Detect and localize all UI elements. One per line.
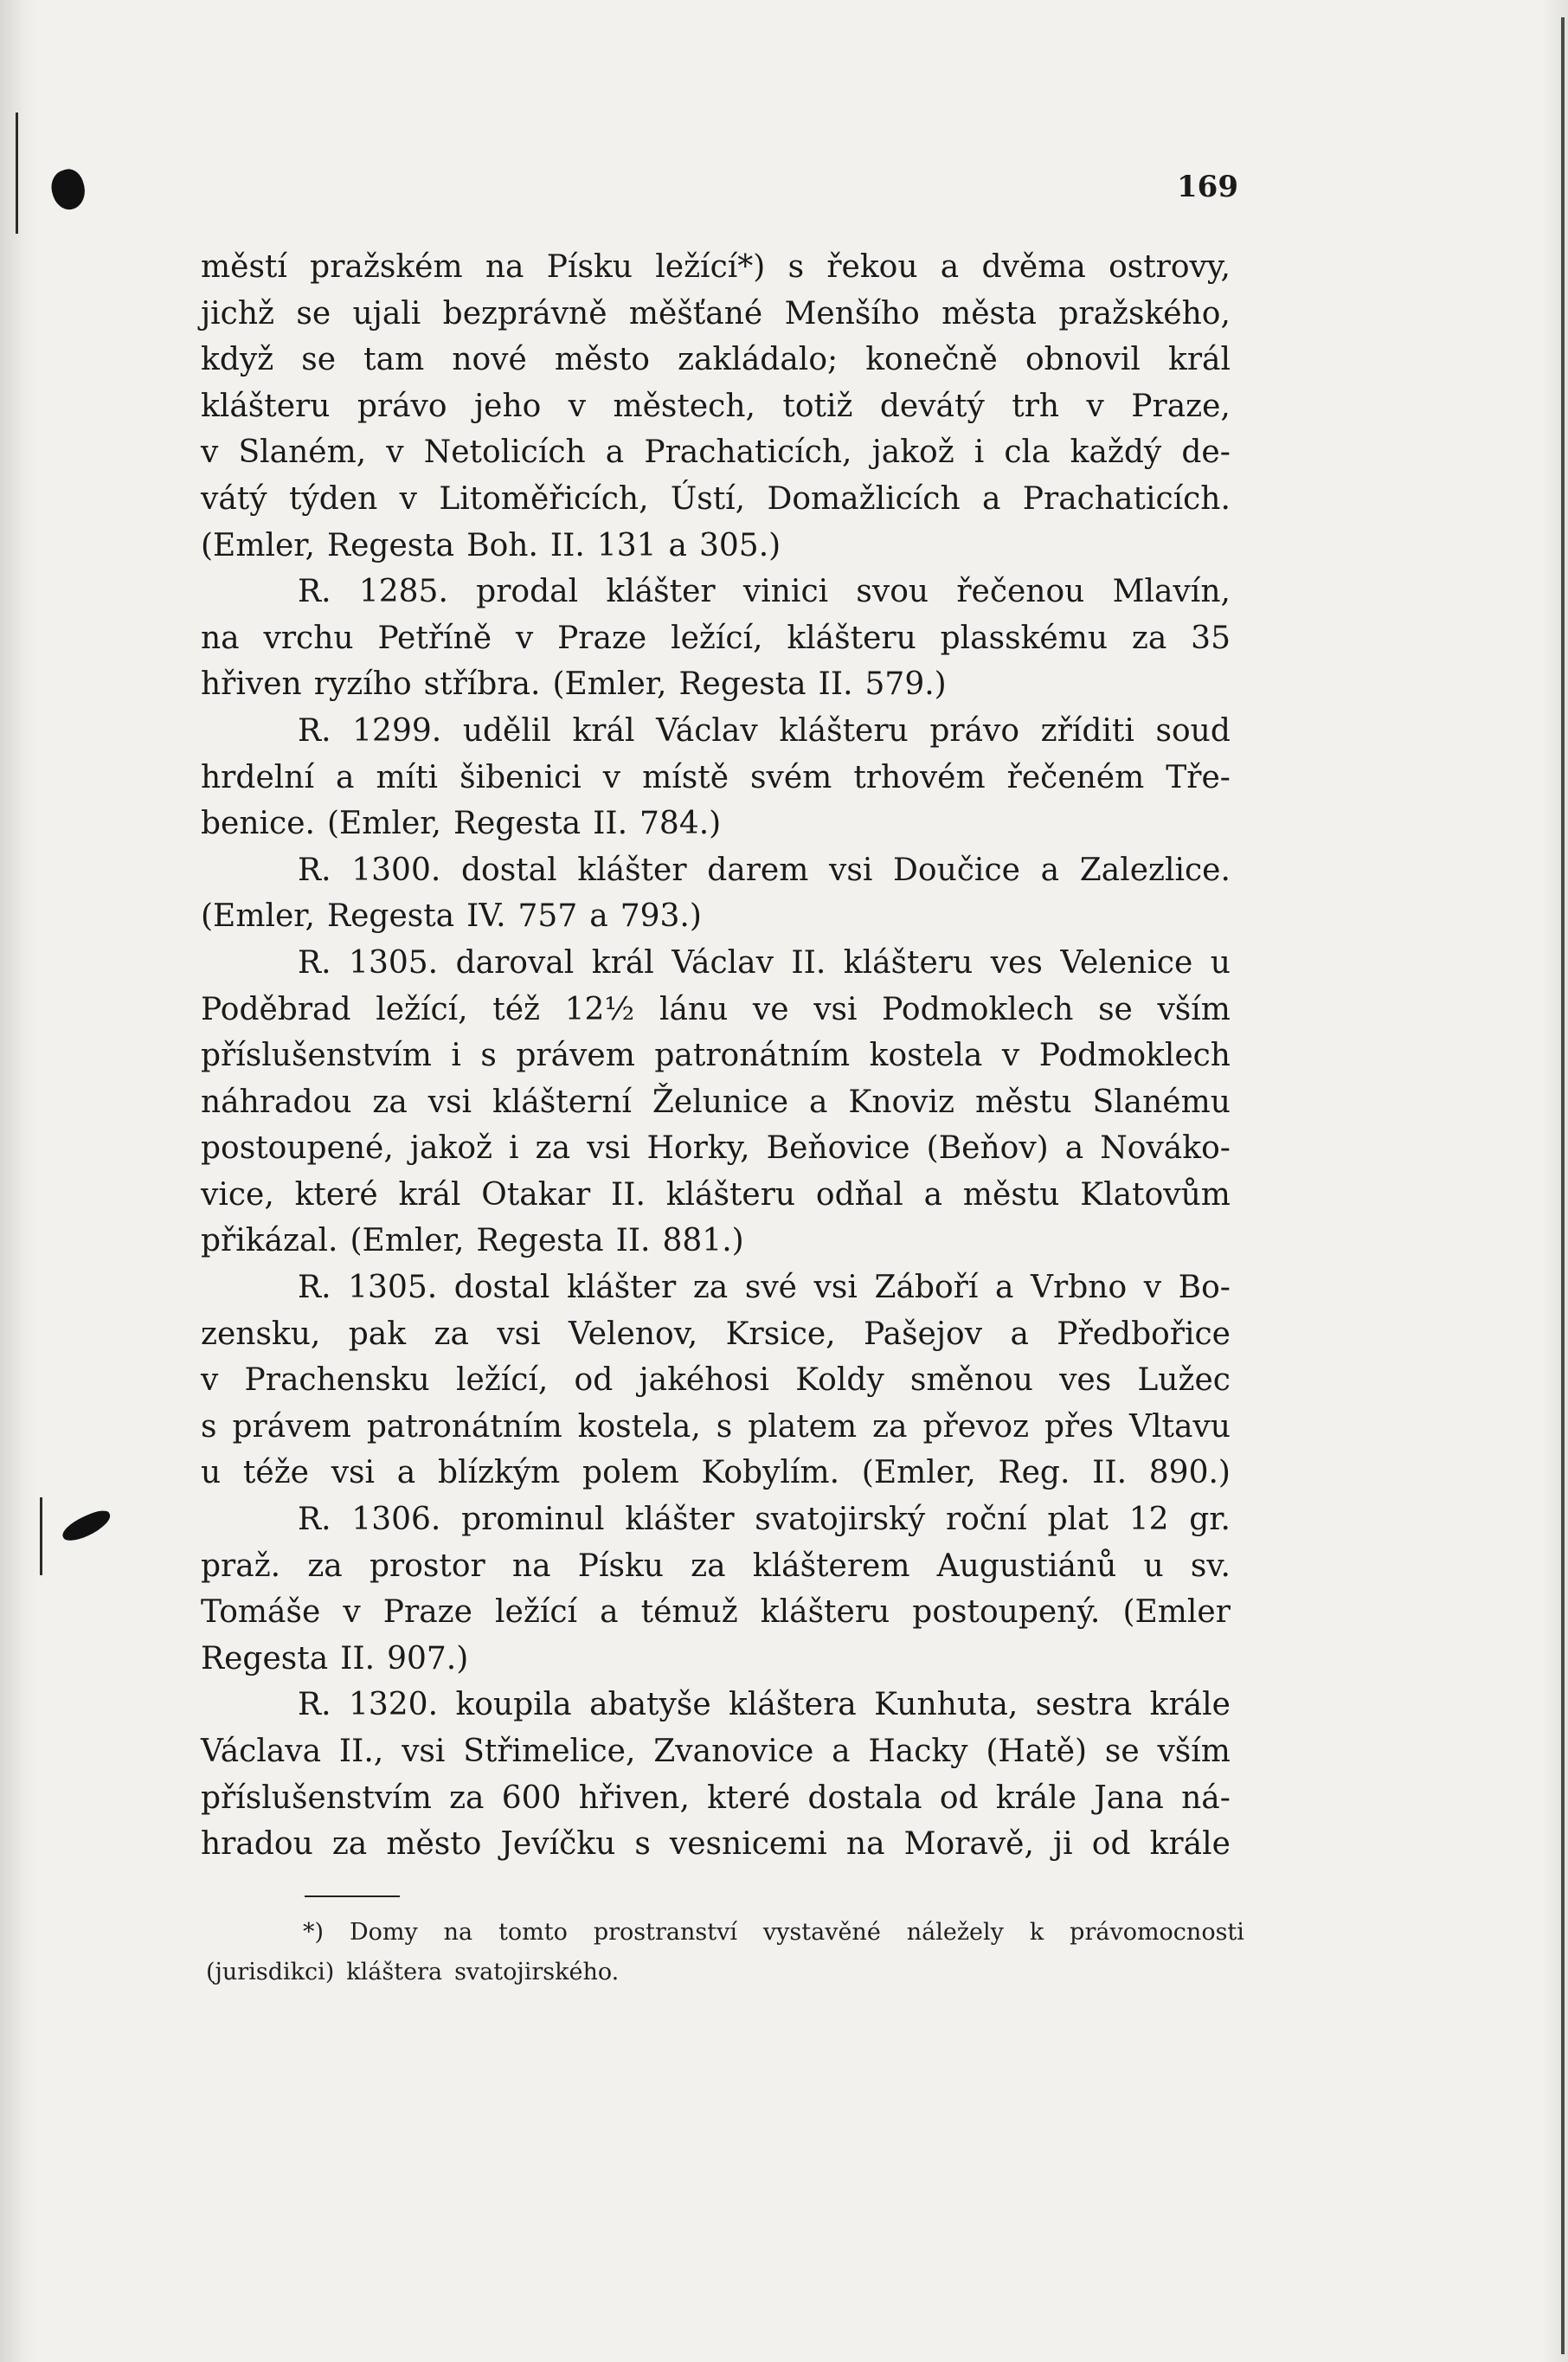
text-line: u téže vsi a blízkým polem Kobylím. (Emler, Reg. II. 890.) xyxy=(201,1455,1231,1491)
text-line: zensku, pak za vsi Velenov, Krsice, Pašejov a Předbořice xyxy=(201,1316,1231,1352)
text-line: Václava II., vsi Střimelice, Zvanovice a Hacky (Hatě) se vším xyxy=(201,1734,1231,1769)
ink-blot xyxy=(46,165,90,214)
text-line: (Emler, Regesta IV. 757 a 793.) xyxy=(201,898,702,935)
text-line: R. 1320. koupila abatyše kláštera Kunhuta, sestra krále xyxy=(298,1687,1231,1723)
text-line: jichž se ujali bezprávně měšťané Menšího města pražského, xyxy=(201,295,1231,331)
text-line: s právem patronátním kostela, s platem za převoz přes Vltavu xyxy=(201,1408,1231,1445)
text-line: když se tam nové město zakládalo; konečně obnovil král xyxy=(201,342,1231,378)
scan-left-margin xyxy=(0,0,40,2362)
page-number: 169 xyxy=(1177,170,1238,204)
text-line: R. 1306. prominul klášter svatojirský roční plat 12 gr. xyxy=(298,1502,1231,1538)
text-line: R. 1305. dostal klášter za své vsi Záboří a Vrbno v Bo- xyxy=(298,1270,1231,1306)
text-line: příslušenstvím i s právem patronátním kostela v Podmoklech xyxy=(201,1038,1231,1074)
text-line: postoupené, jakož i za vsi Horky, Beňovice (Beňov) a Nováko- xyxy=(201,1130,1231,1167)
footnote-line: *) Domy na tomto prostranství vystavěné náležely k právomocnosti xyxy=(303,1919,1244,1946)
text-line: náhradou za vsi klášterní Želunice a Knoviz městu Slanému xyxy=(201,1084,1231,1120)
text-line: vice, které král Otakar II. klášteru odňal a městu Klatovům xyxy=(201,1176,1231,1213)
text-line: praž. za prostor na Písku za klášterem Augustiánů u sv. xyxy=(201,1548,1231,1584)
text-line: v Slaném, v Netolicích a Prachaticích, jakož i cla každý de- xyxy=(201,434,1231,471)
text-line: R. 1300. dostal klášter darem vsi Doučice a Zalezlice. xyxy=(298,852,1231,888)
scan-edge-mark xyxy=(16,113,18,234)
text-line: R. 1285. prodal klášter vinici svou řečenou Mlavín, xyxy=(298,574,1231,610)
footnote xyxy=(206,1913,1244,1992)
text-line: hřiven ryzího stříbra. (Emler, Regesta II. 579.) xyxy=(201,666,947,703)
text-line: R. 1299. udělil král Václav klášteru právo zříditi soud xyxy=(298,712,1231,749)
text-line: hradou za město Jevíčku s vesnicemi na Moravě, ji od krále xyxy=(201,1826,1231,1863)
text-line: klášteru právo jeho v městech, totiž devátý trh v Praze, xyxy=(201,388,1231,424)
text-line: městí pražském na Písku ležící*) s řekou a dvěma ostrovy, xyxy=(201,249,1231,285)
text-line: (Emler, Regesta Boh. II. 131 a 305.) xyxy=(201,527,781,563)
footnote-rule xyxy=(305,1895,400,1897)
text-line: přikázal. (Emler, Regesta II. 881.) xyxy=(201,1223,744,1259)
text-line: hrdelní a míti šibenici v místě svém trhovém řečeném Tře- xyxy=(201,759,1231,795)
text-line: benice. (Emler, Regesta II. 784.) xyxy=(201,806,722,842)
text-line: Tomáše v Praze ležící a témuž klášteru postoupený. (Emler xyxy=(201,1594,1231,1631)
text-line: R. 1305. daroval král Václav II. klášteru ves Velenice u xyxy=(298,944,1231,981)
body-text xyxy=(201,244,1231,1868)
text-line: vátý týden v Litoměřicích, Ústí, Domažlicích a Prachaticích. xyxy=(201,480,1231,517)
scan-edge-mark-lower xyxy=(40,1497,42,1575)
text-line: v Prachensku ležící, od jakéhosi Koldy směnou ves Lužec xyxy=(201,1362,1231,1399)
text-line: na vrchu Petříně v Praze ležící, klášteru plasskému za 35 xyxy=(201,620,1231,656)
text-line: příslušenstvím za 600 hřiven, které dostala od krále Jana ná- xyxy=(201,1780,1231,1816)
text-line: Poděbrad ležící, též 12½ lánu ve vsi Podmoklech se vším xyxy=(201,991,1231,1027)
footnote-line: (jurisdikci) kláštera svatojirského. xyxy=(206,1959,620,1985)
text-line: Regesta II. 907.) xyxy=(201,1640,469,1677)
ink-blot-small xyxy=(59,1506,114,1545)
scan-right-edge-line xyxy=(1561,17,1565,2354)
